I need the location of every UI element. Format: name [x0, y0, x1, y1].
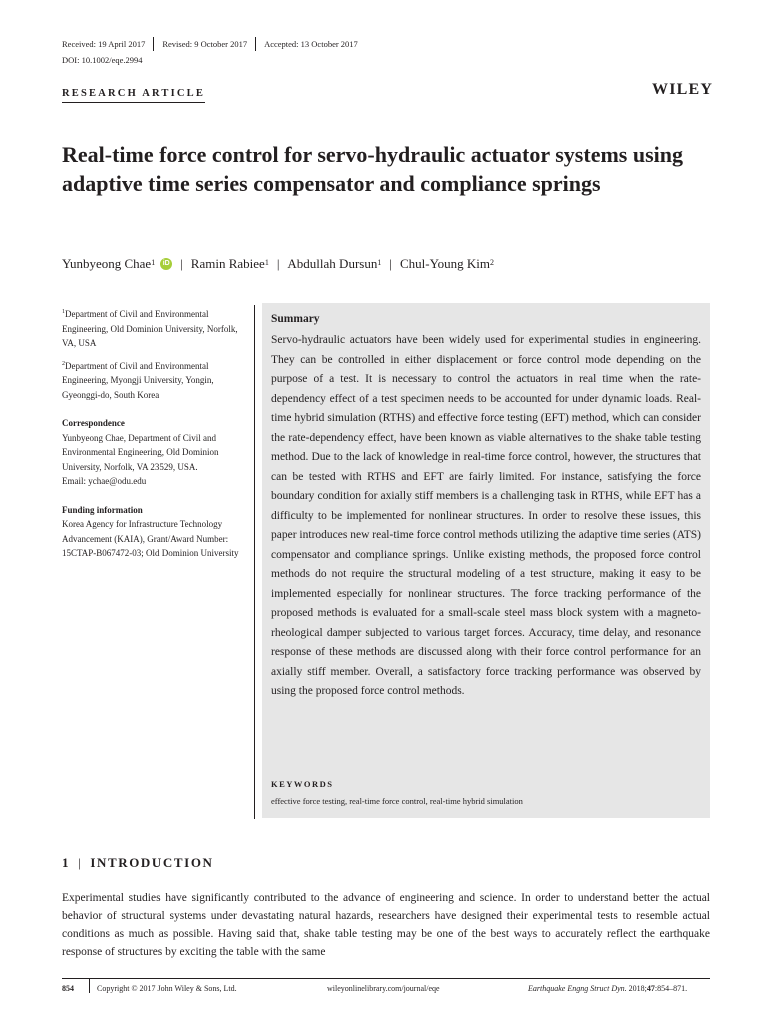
article-type: RESEARCH ARTICLE — [62, 88, 205, 103]
section-divider: | — [78, 855, 83, 870]
journal-volume: 47 — [646, 984, 655, 993]
received-date: Received: 19 April 2017 — [62, 39, 146, 49]
affiliation: $^1$Department of Civil and Environmental Engineering, Old Dominion University, Norfolk, VA, USA — [62, 309, 238, 348]
journal-citation: Earthquake Engng Struct Dyn. 2018;47:854–871. — [528, 984, 688, 993]
keywords-heading: KEYWORDS — [271, 779, 334, 789]
copyright: Copyright © 2017 John Wiley & Sons, Ltd. — [97, 984, 237, 993]
journal-name: Earthquake Engng Struct Dyn. — [528, 984, 627, 993]
author-name[interactable]: Chul-Young Kim — [399, 256, 491, 271]
summary-heading: Summary — [271, 313, 320, 325]
accepted-date: Accepted: 13 October 2017 — [264, 39, 358, 49]
funding-text: Korea Agency for Infrastructure Technology Advancement (KAIA), Grant/Award Number: 15CTAP-B067472-03; Old Dominion University — [62, 519, 239, 558]
article-title: Real-time force control for servo-hydraulic actuator systems using adaptive time series compensator and compliance springs — [62, 142, 683, 196]
author-affiliation-marker: 1 — [151, 257, 156, 267]
section-number: 1 — [62, 855, 71, 870]
footer-divider — [89, 979, 90, 993]
publisher-logo: WILEY — [652, 81, 714, 98]
keywords-text: effective force testing, real-time force control, real-time hybrid simulation — [271, 796, 523, 806]
column-divider — [254, 305, 255, 819]
section-title: INTRODUCTION — [90, 855, 214, 870]
correspondence-heading: Correspondence — [62, 418, 125, 428]
article-dates — [62, 37, 358, 51]
author-affiliation-marker: 1 — [377, 257, 382, 267]
date-divider — [153, 37, 154, 51]
author-divider: | — [276, 256, 280, 271]
affiliation: $^2$Department of Civil and Environmental Engineering, Myongji University, Yongin, Gyeonggi-do, South Korea — [62, 360, 214, 400]
author-divider: | — [389, 256, 392, 271]
date-divider — [255, 37, 256, 51]
funding-heading: Funding information — [62, 504, 143, 515]
correspondence-email[interactable]: Email: ychae@odu.edu — [62, 476, 147, 486]
author-name[interactable]: Ramin Rabiee — [190, 256, 265, 271]
author-affiliation-marker: 1 — [264, 257, 269, 267]
author-affiliation-marker: 2 — [490, 257, 495, 267]
author-divider: | — [180, 256, 183, 271]
correspondence-text: Yunbyeong Chae, Department of Civil and Environmental Engineering, Old Dominion University, Norfolk, VA 23529, USA. — [62, 432, 219, 472]
introduction-text: Experimental studies have significantly contributed to the advance of engineering and science. In order to understand better the actual behavior of structural systems under devastating natural hazards, researchers have designed their experimental tests to resemble actual conditions as much as possible. Having said that, shake table testing may be one of the best ways to accurately reflect the earthquake response of structures by exciting the table with the same — [62, 892, 710, 958]
revised-date: Revised: 9 October 2017 — [162, 39, 248, 49]
summary-text: Servo-hydraulic actuators have been widely used for experimental studies in engineering. They can be controlled in either displacement or force control mode depending on the purpose of a test. It is necessary to control the actuators in real time when the rate-dependency effect of a test specimen needs to be accounted for under dynamic loads. Real-time hybrid simulation (RTHS) and effective force testing (EFT) method, which can consider the rate-dependency effect, have been known as viable alternatives to the shake table testing method. Due to the lack of knowledge in real-time force control, however, the structures that can be tested with RTHS and EFT are fairly limited. For instance, satisfying the force boundary condition for axially stiff members is a challenging task in RTHS, while EFT has a difficulty to be implemented for nonlinear structures. In order to resolve these issues, this paper introduces new real-time force control methods utilizing the adaptive time series (ATS) compensator and compliance springs. Unlike existing methods, the proposed force control methods do not require the structural modeling of a test structure, making it easy to be implemented especially for nonlinear structures. The force tracking performance of the proposed methods is evaluated for a small-scale steel mass block system with a magneto-rheological damper subjected to various target forces. Accuracy, time delay, and resonance response of these methods are discussed along with their force control performance for an axially stiff member. Overall, a satisfactory force tracking performance was observed by using the proposed force control methods. — [271, 334, 701, 697]
doi[interactable]: DOI: 10.1002/eqe.2994 — [62, 55, 143, 65]
author-list — [62, 256, 494, 272]
section-heading — [62, 855, 214, 871]
footer-rule — [62, 978, 710, 979]
journal-url[interactable]: wileyonlinelibrary.com/journal/eqe — [327, 984, 440, 993]
article-info-column — [62, 305, 250, 561]
author-name[interactable]: Yunbyeong Chae — [62, 256, 152, 271]
page-number: 854 — [62, 984, 74, 993]
author-name[interactable]: Abdullah Dursun — [287, 256, 378, 271]
orcid-icon[interactable]: iD — [160, 258, 172, 270]
